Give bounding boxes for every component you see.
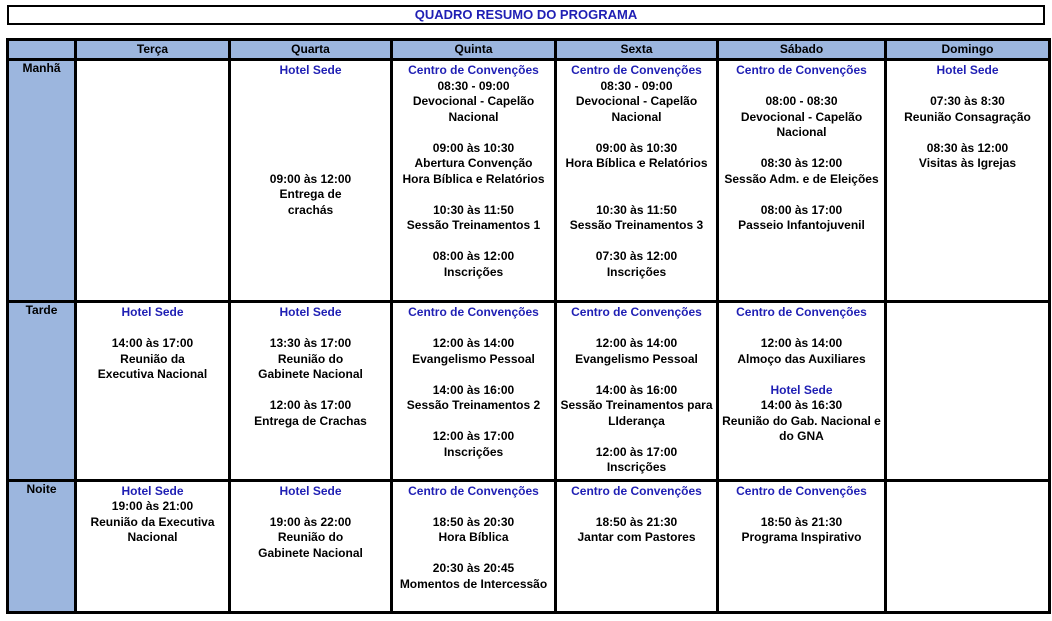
period-label-tarde: Tarde bbox=[8, 302, 76, 480]
schedule-line: Visitas às Igrejas bbox=[918, 156, 1017, 171]
schedule-line: 19:00 às 21:00 bbox=[111, 499, 194, 514]
schedule-line: Hora Bíblica bbox=[438, 530, 509, 545]
schedule-line: Nacional bbox=[127, 530, 178, 545]
cell-noite-quinta bbox=[392, 480, 556, 612]
cell-manha-terca bbox=[76, 60, 230, 302]
cell-tarde-terca bbox=[76, 302, 230, 480]
line-spacer bbox=[393, 414, 554, 430]
program-title: QUADRO RESUMO DO PROGRAMA bbox=[7, 5, 1045, 25]
schedule-line: Nacional bbox=[611, 109, 662, 124]
schedule-line: 07:30 às 8:30 bbox=[930, 94, 1005, 109]
line-spacer bbox=[231, 499, 390, 515]
schedule-line: 08:30 - 09:00 bbox=[600, 78, 673, 93]
schedule-line: Devocional - Capelão bbox=[575, 94, 698, 109]
day-header-domingo: Domingo bbox=[886, 40, 1050, 60]
schedule-line: 20:30 às 20:45 bbox=[432, 561, 515, 576]
schedule-line: Gabinete Nacional bbox=[258, 545, 363, 560]
schedule-line: 12:00 às 17:00 bbox=[269, 398, 352, 413]
schedule-line: Evangelismo Pessoal bbox=[412, 351, 535, 366]
cell-noite-sexta bbox=[556, 480, 718, 612]
schedule-line: 07:30 às 12:00 bbox=[595, 249, 678, 264]
line-spacer bbox=[393, 546, 554, 562]
line-spacer bbox=[231, 321, 390, 337]
location-label: Hotel Sede bbox=[770, 382, 833, 397]
schedule-line: Nacional bbox=[776, 125, 827, 140]
cell-content bbox=[393, 482, 554, 593]
cell-manha-quarta bbox=[230, 60, 392, 302]
schedule-line: 12:00 às 14:00 bbox=[432, 336, 515, 351]
cell-content bbox=[77, 303, 228, 383]
line-spacer bbox=[393, 499, 554, 515]
schedule-line: 12:00 às 17:00 bbox=[432, 429, 515, 444]
line-spacer bbox=[557, 234, 716, 250]
schedule-line: 08:00 às 12:00 bbox=[432, 249, 515, 264]
cell-tarde-domingo bbox=[886, 302, 1050, 480]
cell-content bbox=[719, 482, 884, 546]
cell-content bbox=[557, 61, 716, 280]
location-label: Centro de Convenções bbox=[736, 63, 867, 78]
line-spacer bbox=[231, 94, 390, 110]
line-spacer bbox=[719, 141, 884, 157]
schedule-line: 18:50 às 20:30 bbox=[432, 514, 515, 529]
schedule-line: 12:00 às 14:00 bbox=[760, 336, 843, 351]
line-spacer bbox=[557, 187, 716, 203]
schedule-line: 08:30 às 12:00 bbox=[760, 156, 843, 171]
line-spacer bbox=[719, 499, 884, 515]
schedule-line: Abertura Convenção bbox=[414, 156, 533, 171]
line-spacer bbox=[557, 172, 716, 188]
schedule-line: 14:00 às 16:00 bbox=[595, 382, 678, 397]
cell-content bbox=[887, 482, 1048, 484]
schedule-line: Devocional - Capelão bbox=[412, 94, 535, 109]
schedule-line: Sessão Treinamentos 2 bbox=[406, 398, 541, 413]
schedule-line: 10:30 às 11:50 bbox=[596, 202, 677, 217]
location-label: Centro de Convenções bbox=[571, 483, 702, 498]
schedule-line: Inscrições bbox=[443, 264, 504, 279]
line-spacer bbox=[719, 367, 884, 383]
schedule-line: Jantar com Pastores bbox=[577, 530, 696, 545]
location-label: Hotel Sede bbox=[279, 63, 342, 78]
schedule-line: Reunião da Executiva bbox=[90, 514, 215, 529]
schedule-line: Reunião Consagração bbox=[904, 109, 1031, 124]
cell-noite-quarta bbox=[230, 480, 392, 612]
line-spacer bbox=[887, 125, 1048, 141]
cell-tarde-quinta bbox=[392, 302, 556, 480]
schedule-line: 09:00 às 10:30 bbox=[432, 140, 515, 155]
location-label: Centro de Convenções bbox=[736, 305, 867, 320]
schedule-line: Reunião do Gab. Nacional e bbox=[722, 413, 881, 428]
schedule-line: Executiva Nacional bbox=[97, 367, 208, 382]
location-label: Hotel Sede bbox=[936, 63, 999, 78]
location-label: Hotel Sede bbox=[121, 483, 184, 498]
schedule-line: 18:50 às 21:30 bbox=[760, 514, 843, 529]
schedule-line: Inscrições bbox=[443, 444, 504, 459]
schedule-line: 08:30 - 09:00 bbox=[437, 78, 510, 93]
schedule-line: 08:00 - 08:30 bbox=[765, 94, 838, 109]
cell-manha-domingo bbox=[886, 60, 1050, 302]
line-spacer bbox=[393, 234, 554, 250]
cell-content bbox=[231, 303, 390, 429]
schedule-line: Sessão Adm. e de Eleições bbox=[724, 171, 879, 186]
schedule-line: Evangelismo Pessoal bbox=[575, 351, 698, 366]
day-header-terca: Terça bbox=[76, 40, 230, 60]
schedule-line: Hora Bíblica e Relatórios bbox=[402, 171, 545, 186]
line-spacer bbox=[231, 79, 390, 95]
line-spacer bbox=[393, 125, 554, 141]
location-label: Centro de Convenções bbox=[408, 63, 539, 78]
line-spacer bbox=[231, 110, 390, 126]
schedule-line: 12:00 às 17:00 bbox=[595, 444, 678, 459]
schedule-line: 09:00 às 12:00 bbox=[269, 171, 352, 186]
schedule-line: Momentos de Intercessão bbox=[399, 576, 548, 591]
line-spacer bbox=[557, 321, 716, 337]
cell-content bbox=[393, 303, 554, 460]
cell-content bbox=[887, 303, 1048, 305]
schedule-line: Entrega de bbox=[279, 187, 342, 202]
day-header-quarta: Quarta bbox=[230, 40, 392, 60]
cell-tarde-sabado bbox=[718, 302, 886, 480]
header-row bbox=[8, 40, 1050, 60]
line-spacer bbox=[77, 321, 228, 337]
schedule-line: do GNA bbox=[779, 429, 824, 444]
cell-content bbox=[719, 61, 884, 234]
program-summary-table bbox=[6, 38, 1051, 614]
row-noite bbox=[8, 480, 1050, 612]
line-spacer bbox=[557, 367, 716, 383]
schedule-line: 09:00 às 10:30 bbox=[595, 140, 678, 155]
cell-content bbox=[77, 61, 228, 63]
line-spacer bbox=[719, 79, 884, 95]
schedule-line: 14:00 às 17:00 bbox=[111, 336, 194, 351]
location-label: Centro de Convenções bbox=[408, 305, 539, 320]
schedule-line: Programa Inspirativo bbox=[741, 530, 862, 545]
schedule-line: 18:50 às 21:30 bbox=[595, 514, 678, 529]
location-label: Centro de Convenções bbox=[571, 305, 702, 320]
cell-content bbox=[887, 61, 1048, 172]
period-label-noite: Noite bbox=[8, 480, 76, 612]
line-spacer bbox=[231, 125, 390, 141]
schedule-line: Hora Bíblica e Relatórios bbox=[565, 156, 708, 171]
cell-tarde-sexta bbox=[556, 302, 718, 480]
line-spacer bbox=[887, 79, 1048, 95]
cell-content bbox=[77, 482, 228, 546]
day-header-sexta: Sexta bbox=[556, 40, 718, 60]
schedule-line: Nacional bbox=[448, 109, 499, 124]
corner-cell bbox=[8, 40, 76, 60]
schedule-line: Inscrições bbox=[606, 264, 667, 279]
schedule-line: 10:30 às 11:50 bbox=[433, 202, 514, 217]
schedule-line: 14:00 às 16:30 bbox=[760, 398, 843, 413]
schedule-line: Almoço das Auxiliares bbox=[737, 351, 866, 366]
row-manha bbox=[8, 60, 1050, 302]
schedule-line: 14:00 às 16:00 bbox=[432, 382, 515, 397]
cell-manha-sexta bbox=[556, 60, 718, 302]
schedule-line: Inscrições bbox=[606, 460, 667, 475]
schedule-line: Sessão Treinamentos 1 bbox=[406, 218, 541, 233]
cell-content bbox=[231, 61, 390, 218]
line-spacer bbox=[557, 429, 716, 445]
schedule-line: Sessão Treinamentos 3 bbox=[569, 218, 704, 233]
cell-content bbox=[231, 482, 390, 562]
schedule-line: Sessão Treinamentos para bbox=[560, 398, 713, 413]
schedule-line: LIderança bbox=[608, 413, 665, 428]
line-spacer bbox=[557, 125, 716, 141]
schedule-line: 19:00 às 22:00 bbox=[269, 514, 352, 529]
cell-noite-sabado bbox=[718, 480, 886, 612]
schedule-line: Reunião da bbox=[120, 351, 185, 366]
cell-noite-terca bbox=[76, 480, 230, 612]
schedule-line: Entrega de Crachas bbox=[254, 413, 367, 428]
line-spacer bbox=[393, 187, 554, 203]
row-tarde bbox=[8, 302, 1050, 480]
location-label: Hotel Sede bbox=[279, 483, 342, 498]
line-spacer bbox=[231, 156, 390, 172]
location-label: Centro de Convenções bbox=[408, 483, 539, 498]
line-spacer bbox=[231, 141, 390, 157]
line-spacer bbox=[557, 499, 716, 515]
schedule-line: Passeio Infantojuvenil bbox=[738, 218, 865, 233]
cell-content bbox=[393, 61, 554, 280]
location-label: Hotel Sede bbox=[121, 305, 184, 320]
cell-content bbox=[719, 303, 884, 445]
schedule-line: crachás bbox=[287, 202, 334, 217]
cell-manha-sabado bbox=[718, 60, 886, 302]
location-label: Centro de Convenções bbox=[736, 483, 867, 498]
cell-noite-domingo bbox=[886, 480, 1050, 612]
cell-content bbox=[557, 482, 716, 546]
location-label: Hotel Sede bbox=[279, 305, 342, 320]
schedule-line: 12:00 às 14:00 bbox=[595, 336, 678, 351]
line-spacer bbox=[393, 367, 554, 383]
location-label: Centro de Convenções bbox=[571, 63, 702, 78]
line-spacer bbox=[393, 321, 554, 337]
schedule-line: Devocional - Capelão bbox=[740, 109, 863, 124]
schedule-line: Reunião do bbox=[277, 530, 344, 545]
line-spacer bbox=[719, 187, 884, 203]
line-spacer bbox=[231, 383, 390, 399]
day-header-quinta: Quinta bbox=[392, 40, 556, 60]
cell-tarde-quarta bbox=[230, 302, 392, 480]
cell-content bbox=[557, 303, 716, 476]
period-label-manha: Manhã bbox=[8, 60, 76, 302]
schedule-line: 08:30 às 12:00 bbox=[926, 140, 1009, 155]
line-spacer bbox=[719, 321, 884, 337]
day-header-sabado: Sábado bbox=[718, 40, 886, 60]
schedule-line: Gabinete Nacional bbox=[258, 367, 363, 382]
schedule-line: 08:00 às 17:00 bbox=[760, 202, 843, 217]
cell-manha-quinta bbox=[392, 60, 556, 302]
schedule-line: Reunião do bbox=[277, 351, 344, 366]
schedule-line: 13:30 às 17:00 bbox=[269, 336, 352, 351]
